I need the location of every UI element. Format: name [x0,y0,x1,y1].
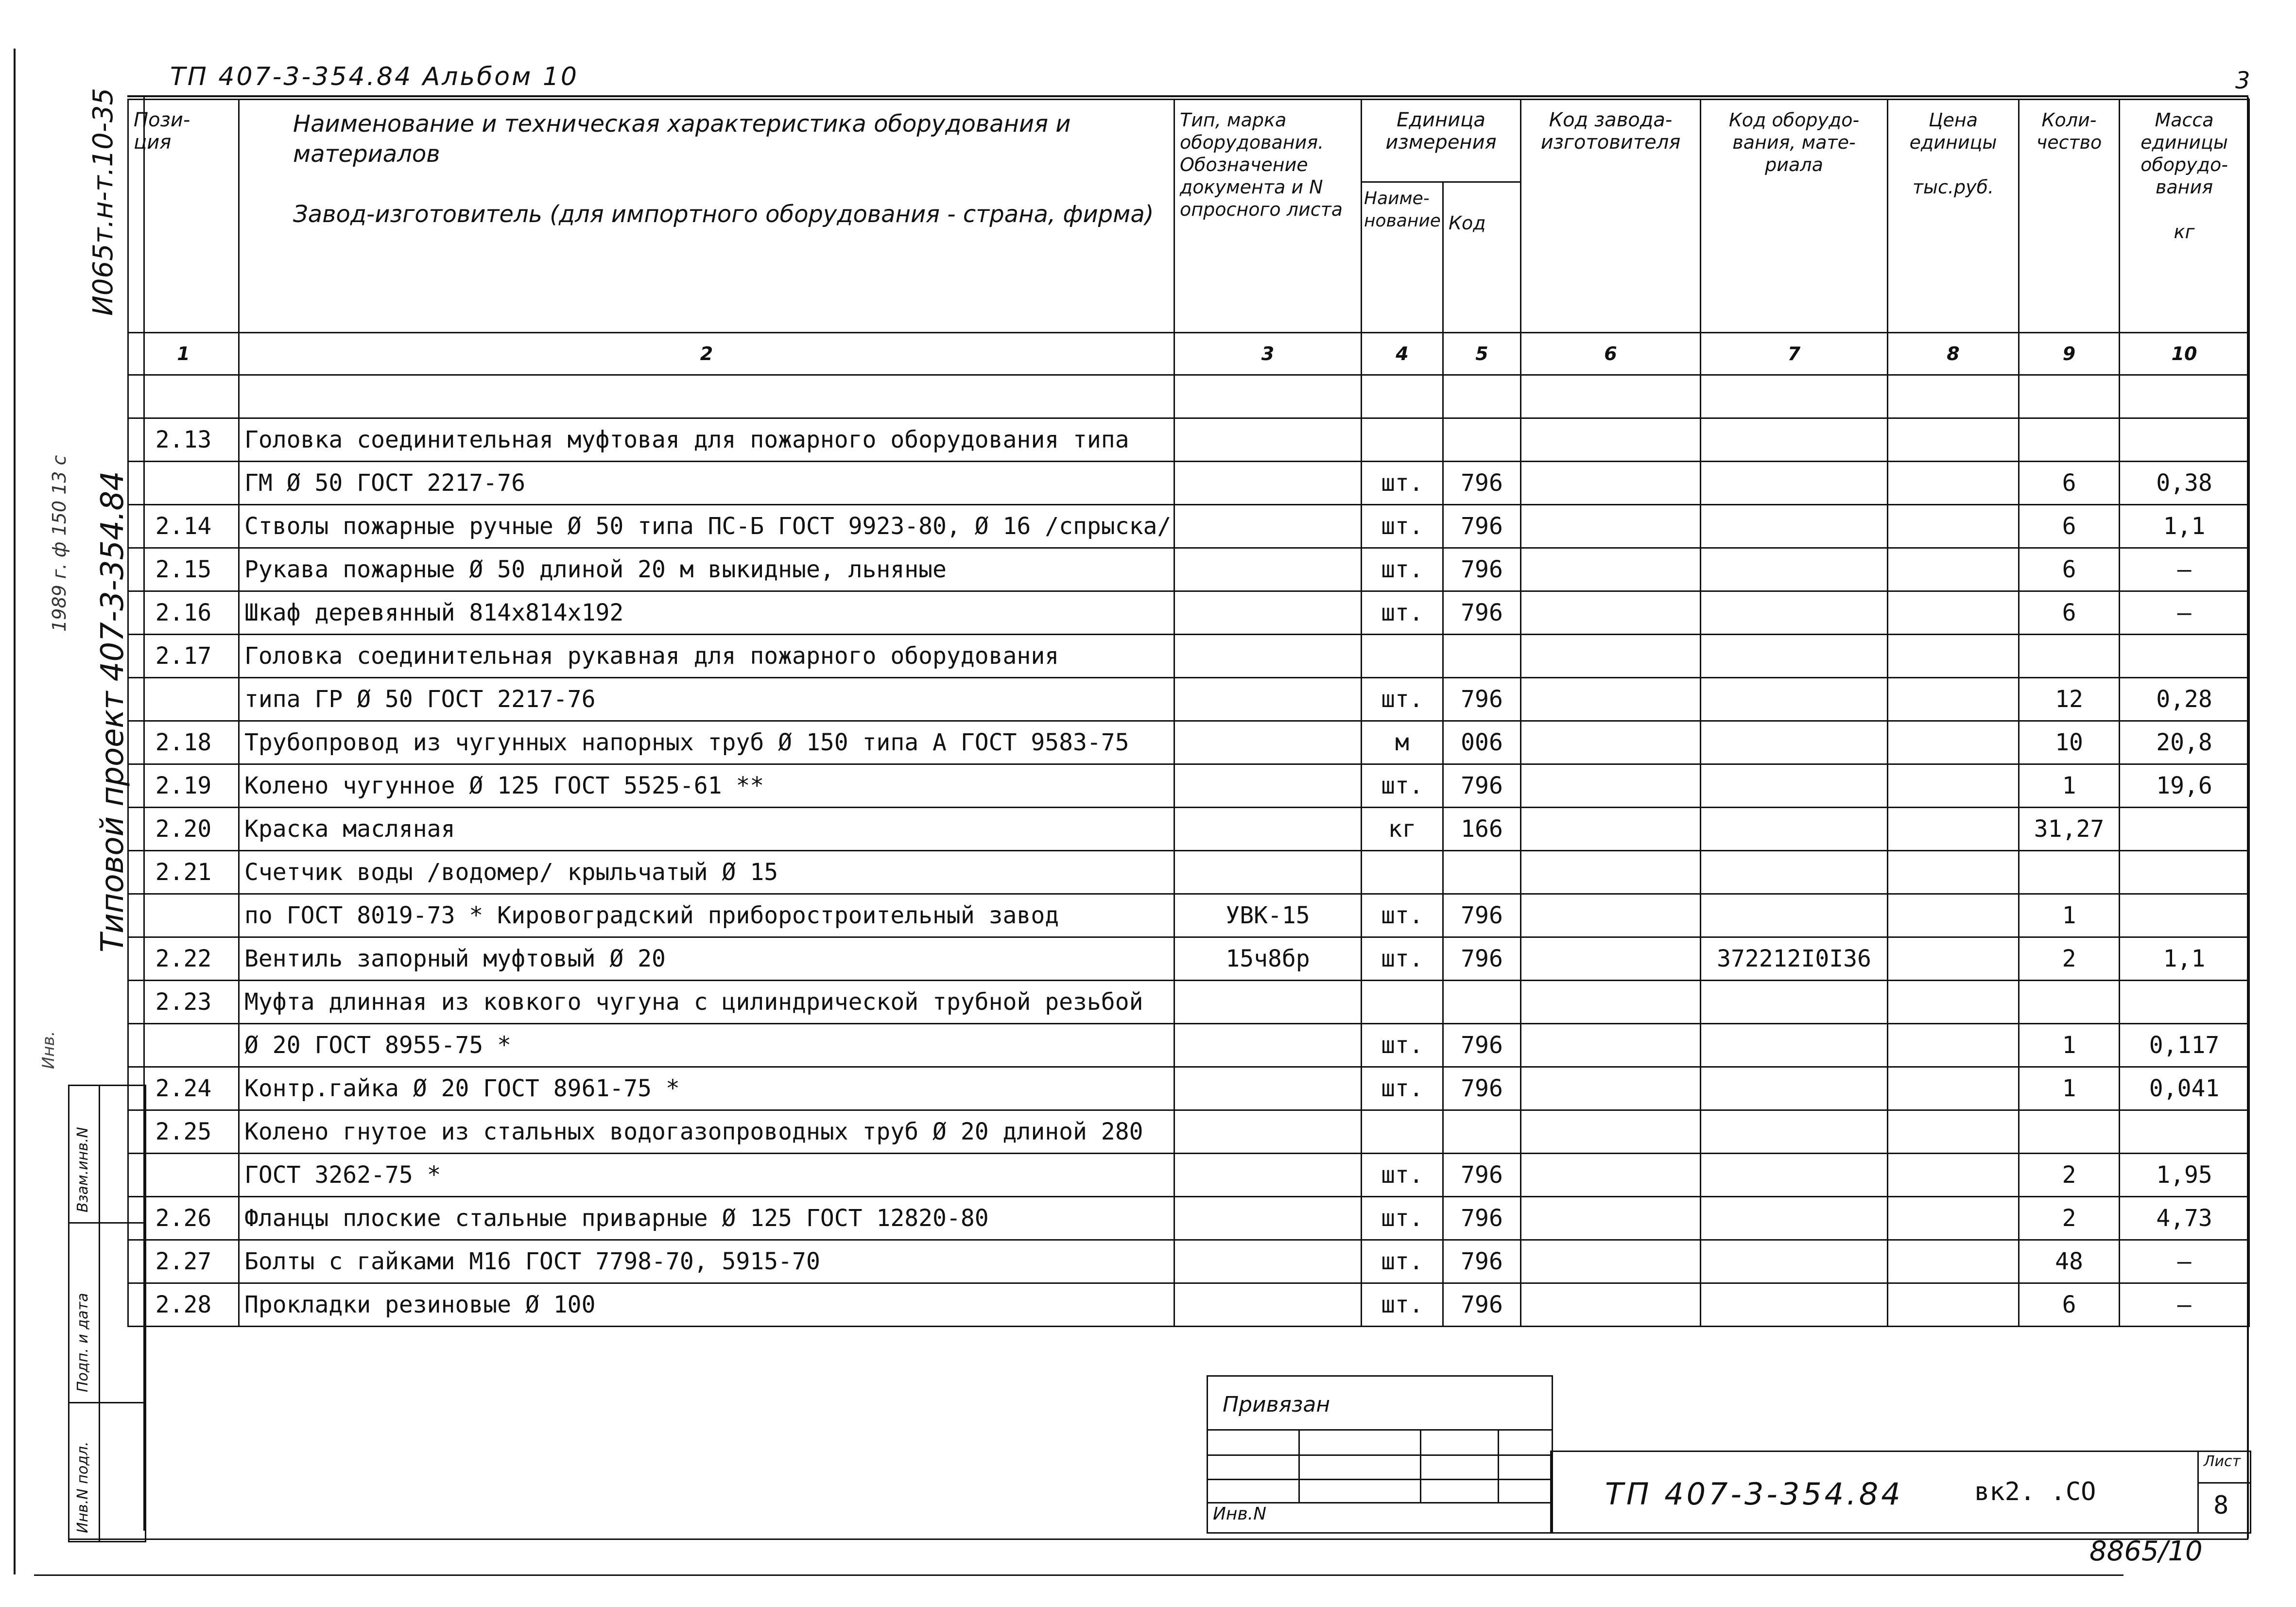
col-header-unit-code: Код [1443,182,1521,333]
row-quantity: 6 [2019,505,2120,548]
row-price [1888,1024,2019,1067]
row-unit [1362,418,1443,462]
col-header-quantity: Коли-чество [2019,100,2120,333]
row-unit [1362,375,1443,418]
row-mass: – [2120,591,2249,635]
row-unit: шт. [1362,548,1443,591]
row-equipment-code [1701,418,1888,462]
row-name: Стволы пожарные ручные Ø 50 типа ПС-Б ГОСТ 9923-80, Ø 16 /спрыска/ [239,505,1174,548]
title-block-album: вк2. .СО [1974,1477,2096,1506]
row-type [1174,764,1362,808]
row-unit-code: 166 [1443,808,1521,851]
row-name: ГОСТ 3262-75 * [239,1154,1174,1197]
row-factory-code [1521,894,1701,937]
row-position: 2.13 [128,418,239,462]
row-unit: шт. [1362,1067,1443,1110]
specification-table [127,99,2250,1327]
row-type [1174,808,1362,851]
row-price [1888,1110,2019,1154]
row-mass [2120,1110,2249,1154]
row-quantity: 10 [2019,721,2120,764]
row-unit-code: 796 [1443,591,1521,635]
col-header-unit-name: Наиме-нование [1362,182,1443,333]
row-position: 2.20 [128,808,239,851]
row-quantity: 12 [2019,678,2120,721]
table-row [128,1154,2249,1197]
row-type [1174,851,1362,894]
sheet-corner-number: 3 [2235,67,2250,94]
row-name: Контр.гайка Ø 20 ГОСТ 8961-75 * [239,1067,1174,1110]
row-type [1174,1283,1362,1327]
row-unit-code: 796 [1443,462,1521,505]
row-position: 2.15 [128,548,239,591]
row-factory-code [1521,1110,1701,1154]
row-factory-code [1521,981,1701,1024]
row-mass: 1,1 [2120,505,2249,548]
row-price [1888,1197,2019,1240]
row-unit-code: 796 [1443,894,1521,937]
archive-stamp: 8865/10 [2089,1536,2203,1567]
row-equipment-code [1701,375,1888,418]
frame-left-line [14,49,16,1574]
row-quantity [2019,1110,2120,1154]
col-number: 5 [1443,333,1521,375]
row-unit: шт. [1362,678,1443,721]
row-unit: шт. [1362,894,1443,937]
row-position [128,462,239,505]
row-unit-code: 796 [1443,548,1521,591]
row-position [128,1024,239,1067]
row-unit-code: 796 [1443,1024,1521,1067]
row-equipment-code: 372212I0I36 [1701,937,1888,981]
row-price [1888,764,2019,808]
row-name: Фланцы плоские стальные приварные Ø 125 ГОСТ 12820-80 [239,1197,1174,1240]
col-header-equipment-code: Код оборудо-вания, мате-риала [1701,100,1888,333]
binding-divider [1298,1429,1300,1502]
row-price [1888,505,2019,548]
row-quantity: 2 [2019,1154,2120,1197]
row-unit-code: 796 [1443,1240,1521,1283]
row-type [1174,505,1362,548]
table-row [128,808,2249,851]
side-project-title: Типовой проект 407-3-354.84 [95,471,131,952]
binding-line [1208,1479,1552,1480]
col-number: 7 [1701,333,1888,375]
row-position: 2.18 [128,721,239,764]
sheet-label: Лист [2204,1453,2241,1470]
row-mass [2120,635,2249,678]
row-equipment-code [1701,1283,1888,1327]
binding-line [1208,1502,1552,1503]
row-name: Болты с гайками М16 ГОСТ 7798-70, 5915-70 [239,1240,1174,1283]
col-header-factory-code: Код завода-изготовителя [1521,100,1701,333]
row-equipment-code [1701,635,1888,678]
row-name: Счетчик воды /водомер/ крыльчатый Ø 15 [239,851,1174,894]
row-unit-code [1443,375,1521,418]
row-name: Вентиль запорный муфтовый Ø 20 [239,937,1174,981]
row-name: Трубопровод из чугунных напорных труб Ø 150 типа А ГОСТ 9583-75 [239,721,1174,764]
row-equipment-code [1701,1024,1888,1067]
row-unit-code [1443,1110,1521,1154]
row-unit: кг [1362,808,1443,851]
row-equipment-code [1701,678,1888,721]
row-equipment-code [1701,981,1888,1024]
row-name [239,375,1174,418]
row-factory-code [1521,937,1701,981]
row-unit: шт. [1362,1024,1443,1067]
row-equipment-code [1701,591,1888,635]
row-equipment-code [1701,462,1888,505]
row-mass: 0,38 [2120,462,2249,505]
row-unit-code: 796 [1443,1197,1521,1240]
row-position: 2.22 [128,937,239,981]
row-type: УВК-15 [1174,894,1362,937]
row-name: Колено чугунное Ø 125 ГОСТ 5525-61 ** [239,764,1174,808]
row-mass [2120,851,2249,894]
row-quantity: 6 [2019,1283,2120,1327]
row-mass: 0,28 [2120,678,2249,721]
col-header-price: Цена единицы тыс.руб. [1888,100,2019,333]
row-name: Краска масляная [239,808,1174,851]
row-mass: – [2120,1283,2249,1327]
row-type [1174,418,1362,462]
row-factory-code [1521,635,1701,678]
frame-bottom-inner [68,1538,2248,1540]
row-position: 2.23 [128,981,239,1024]
row-equipment-code [1701,808,1888,851]
table-row [128,1240,2249,1283]
row-factory-code [1521,375,1701,418]
row-type [1174,1240,1362,1283]
row-equipment-code [1701,1197,1888,1240]
row-quantity [2019,981,2120,1024]
row-quantity: 1 [2019,1024,2120,1067]
row-type [1174,462,1362,505]
row-equipment-code [1701,505,1888,548]
row-unit: шт. [1362,1240,1443,1283]
row-factory-code [1521,1154,1701,1197]
row-position: 2.28 [128,1283,239,1327]
row-unit: шт. [1362,462,1443,505]
row-quantity: 48 [2019,1240,2120,1283]
row-price [1888,375,2019,418]
table-row [128,721,2249,764]
row-factory-code [1521,808,1701,851]
table-row [128,1024,2249,1067]
row-mass: 4,73 [2120,1197,2249,1240]
row-quantity [2019,635,2120,678]
row-unit-code: 796 [1443,1154,1521,1197]
col-header-position: Пози- ция [128,100,239,333]
row-price [1888,548,2019,591]
side-archive-code: И065т.н-т.10-35 [87,87,119,316]
row-factory-code [1521,764,1701,808]
row-unit: м [1362,721,1443,764]
row-price [1888,635,2019,678]
col-header-type: Тип, марка оборудования. Обозначение документа и N опросного листа [1174,100,1362,333]
frame-bottom-line [34,1574,2123,1576]
row-unit [1362,981,1443,1024]
row-position: 2.24 [128,1067,239,1110]
row-mass [2120,418,2249,462]
row-position: 2.19 [128,764,239,808]
row-factory-code [1521,1024,1701,1067]
row-position [128,678,239,721]
row-position: 2.14 [128,505,239,548]
table-row [128,505,2249,548]
row-equipment-code [1701,1067,1888,1110]
row-position: 2.21 [128,851,239,894]
row-mass [2120,375,2249,418]
row-mass: 1,1 [2120,937,2249,981]
stamp-label-original-inv: Инв.N подл. [74,1441,91,1533]
row-name: Головка соединительная муфтовая для пожарного оборудования типа [239,418,1174,462]
row-type [1174,981,1362,1024]
row-equipment-code [1701,894,1888,937]
row-type [1174,1110,1362,1154]
row-factory-code [1521,462,1701,505]
row-unit: шт. [1362,1197,1443,1240]
side-stamp-divider [99,1086,100,1541]
row-mass: 0,041 [2120,1067,2249,1110]
row-unit-code: 796 [1443,937,1521,981]
table-row [128,375,2249,418]
row-position: 2.16 [128,591,239,635]
side-handwritten-note: 1989 г. ф 150 13 с [49,455,70,632]
row-position: 2.17 [128,635,239,678]
row-unit-code: 006 [1443,721,1521,764]
table-row [128,894,2249,937]
side-stamp-block [68,1085,146,1542]
row-price [1888,981,2019,1024]
col-header-mass: Масса единицы оборудо-вания кг [2120,100,2249,333]
row-factory-code [1521,591,1701,635]
row-name: Рукава пожарные Ø 50 длиной 20 м выкидные, льняные [239,548,1174,591]
row-price [1888,462,2019,505]
row-name: типа ГР Ø 50 ГОСТ 2217-76 [239,678,1174,721]
row-mass: 1,95 [2120,1154,2249,1197]
table-row [128,851,2249,894]
col-number: 8 [1888,333,2019,375]
row-type [1174,548,1362,591]
row-unit: шт. [1362,1283,1443,1327]
row-type [1174,1197,1362,1240]
row-mass [2120,808,2249,851]
row-price [1888,894,2019,937]
binding-label: Привязан [1223,1392,1330,1417]
row-unit: шт. [1362,1154,1443,1197]
row-unit [1362,1110,1443,1154]
row-price [1888,937,2019,981]
row-factory-code [1521,1067,1701,1110]
row-name: Прокладки резиновые Ø 100 [239,1283,1174,1327]
row-name: Ø 20 ГОСТ 8955-75 * [239,1024,1174,1067]
table-row [128,1197,2249,1240]
binding-divider [1420,1429,1421,1502]
binding-block [1207,1375,1553,1534]
col-number: 9 [2019,333,2120,375]
row-type [1174,1154,1362,1197]
row-price [1888,1067,2019,1110]
row-type [1174,721,1362,764]
col-number: 4 [1362,333,1443,375]
row-equipment-code [1701,764,1888,808]
row-factory-code [1521,1240,1701,1283]
row-unit: шт. [1362,591,1443,635]
col-number: 1 [128,333,239,375]
side-stamp-line [69,1402,145,1403]
row-unit-code [1443,981,1521,1024]
col-header-name: Наименование и техническая характеристика оборудования и материалов Завод-изготовитель (для импортного оборудования - страна, фирма) [239,100,1174,333]
side-stamp-line [69,1222,145,1224]
row-unit [1362,851,1443,894]
row-type [1174,591,1362,635]
sheet-number-box [2197,1452,2250,1532]
col-number: 3 [1174,333,1362,375]
row-quantity [2019,375,2120,418]
row-quantity: 2 [2019,937,2120,981]
col-number: 6 [1521,333,1701,375]
table-row [128,635,2249,678]
table-row [128,1067,2249,1110]
row-unit-code: 796 [1443,764,1521,808]
document-reference: ТП 407-3-354.84 Альбом 10 [170,62,579,91]
row-type [1174,1067,1362,1110]
row-factory-code [1521,548,1701,591]
row-position: 2.26 [128,1197,239,1240]
row-quantity: 31,27 [2019,808,2120,851]
row-quantity: 6 [2019,591,2120,635]
row-price [1888,678,2019,721]
row-unit: шт. [1362,937,1443,981]
row-factory-code [1521,851,1701,894]
row-price [1888,851,2019,894]
row-price [1888,1283,2019,1327]
sheet-number: 8 [2213,1491,2229,1520]
col-number: 10 [2120,333,2249,375]
binding-line [1208,1454,1552,1456]
row-mass [2120,894,2249,937]
row-name: Шкаф деревянный 814х814х192 [239,591,1174,635]
row-unit-code: 796 [1443,505,1521,548]
stamp-label-signature-date: Подп. и дата [74,1293,91,1392]
row-quantity: 6 [2019,548,2120,591]
row-price [1888,1240,2019,1283]
row-unit-code: 796 [1443,1067,1521,1110]
row-unit: шт. [1362,505,1443,548]
row-mass: – [2120,548,2249,591]
sheet-box-divider [2199,1482,2250,1484]
row-factory-code [1521,505,1701,548]
row-type [1174,375,1362,418]
row-mass: – [2120,1240,2249,1283]
row-type [1174,1024,1362,1067]
row-unit-code [1443,418,1521,462]
row-quantity [2019,418,2120,462]
row-price [1888,1154,2019,1197]
row-unit-code [1443,635,1521,678]
row-equipment-code [1701,851,1888,894]
side-small-note: Инв. [39,1031,58,1069]
title-block-code: ТП 407-3-354.84 [1605,1476,1903,1512]
table-row [128,937,2249,981]
row-unit-code [1443,851,1521,894]
title-block [1550,1451,2251,1534]
row-factory-code [1521,418,1701,462]
table-row [128,418,2249,462]
table-row [128,548,2249,591]
row-mass: 0,117 [2120,1024,2249,1067]
row-mass: 19,6 [2120,764,2249,808]
col-number: 2 [239,333,1174,375]
row-position [128,375,239,418]
row-factory-code [1521,678,1701,721]
row-name: ГМ Ø 50 ГОСТ 2217-76 [239,462,1174,505]
table-row [128,462,2249,505]
row-factory-code [1521,1283,1701,1327]
binding-divider [1498,1429,1499,1502]
inventory-label: Инв.N [1213,1504,1267,1524]
row-position: 2.25 [128,1110,239,1154]
table-row [128,764,2249,808]
row-quantity: 1 [2019,894,2120,937]
row-quantity: 1 [2019,764,2120,808]
binding-line [1208,1429,1552,1431]
row-equipment-code [1701,1240,1888,1283]
stamp-label-replaced-inv: Взам.инв.N [74,1127,91,1212]
row-type [1174,678,1362,721]
row-name: Муфта длинная из ковкого чугуна с цилиндрической трубной резьбой [239,981,1174,1024]
row-unit-code: 796 [1443,1283,1521,1327]
row-unit-code: 796 [1443,678,1521,721]
row-factory-code [1521,721,1701,764]
table-row [128,1283,2249,1327]
row-name: Колено гнутое из стальных водогазопроводных труб Ø 20 длиной 280 [239,1110,1174,1154]
row-quantity [2019,851,2120,894]
row-mass: 20,8 [2120,721,2249,764]
row-mass [2120,981,2249,1024]
row-unit [1362,635,1443,678]
row-unit: шт. [1362,764,1443,808]
frame-top-line [127,95,2248,97]
row-equipment-code [1701,721,1888,764]
row-price [1888,721,2019,764]
row-price [1888,418,2019,462]
row-price [1888,591,2019,635]
table-row [128,591,2249,635]
row-equipment-code [1701,1154,1888,1197]
row-equipment-code [1701,1110,1888,1154]
row-equipment-code [1701,548,1888,591]
row-quantity: 1 [2019,1067,2120,1110]
row-type [1174,635,1362,678]
row-factory-code [1521,1197,1701,1240]
row-position: 2.27 [128,1240,239,1283]
row-price [1888,808,2019,851]
row-type: 15ч8бр [1174,937,1362,981]
row-position [128,894,239,937]
table-row [128,678,2249,721]
table-row [128,1110,2249,1154]
col-header-unit-group: Единица измерения [1362,100,1521,182]
row-name: по ГОСТ 8019-73 * Кировоградский приборостроительный завод [239,894,1174,937]
row-name: Головка соединительная рукавная для пожарного оборудования [239,635,1174,678]
row-quantity: 2 [2019,1197,2120,1240]
table-row [128,981,2249,1024]
row-quantity: 6 [2019,462,2120,505]
